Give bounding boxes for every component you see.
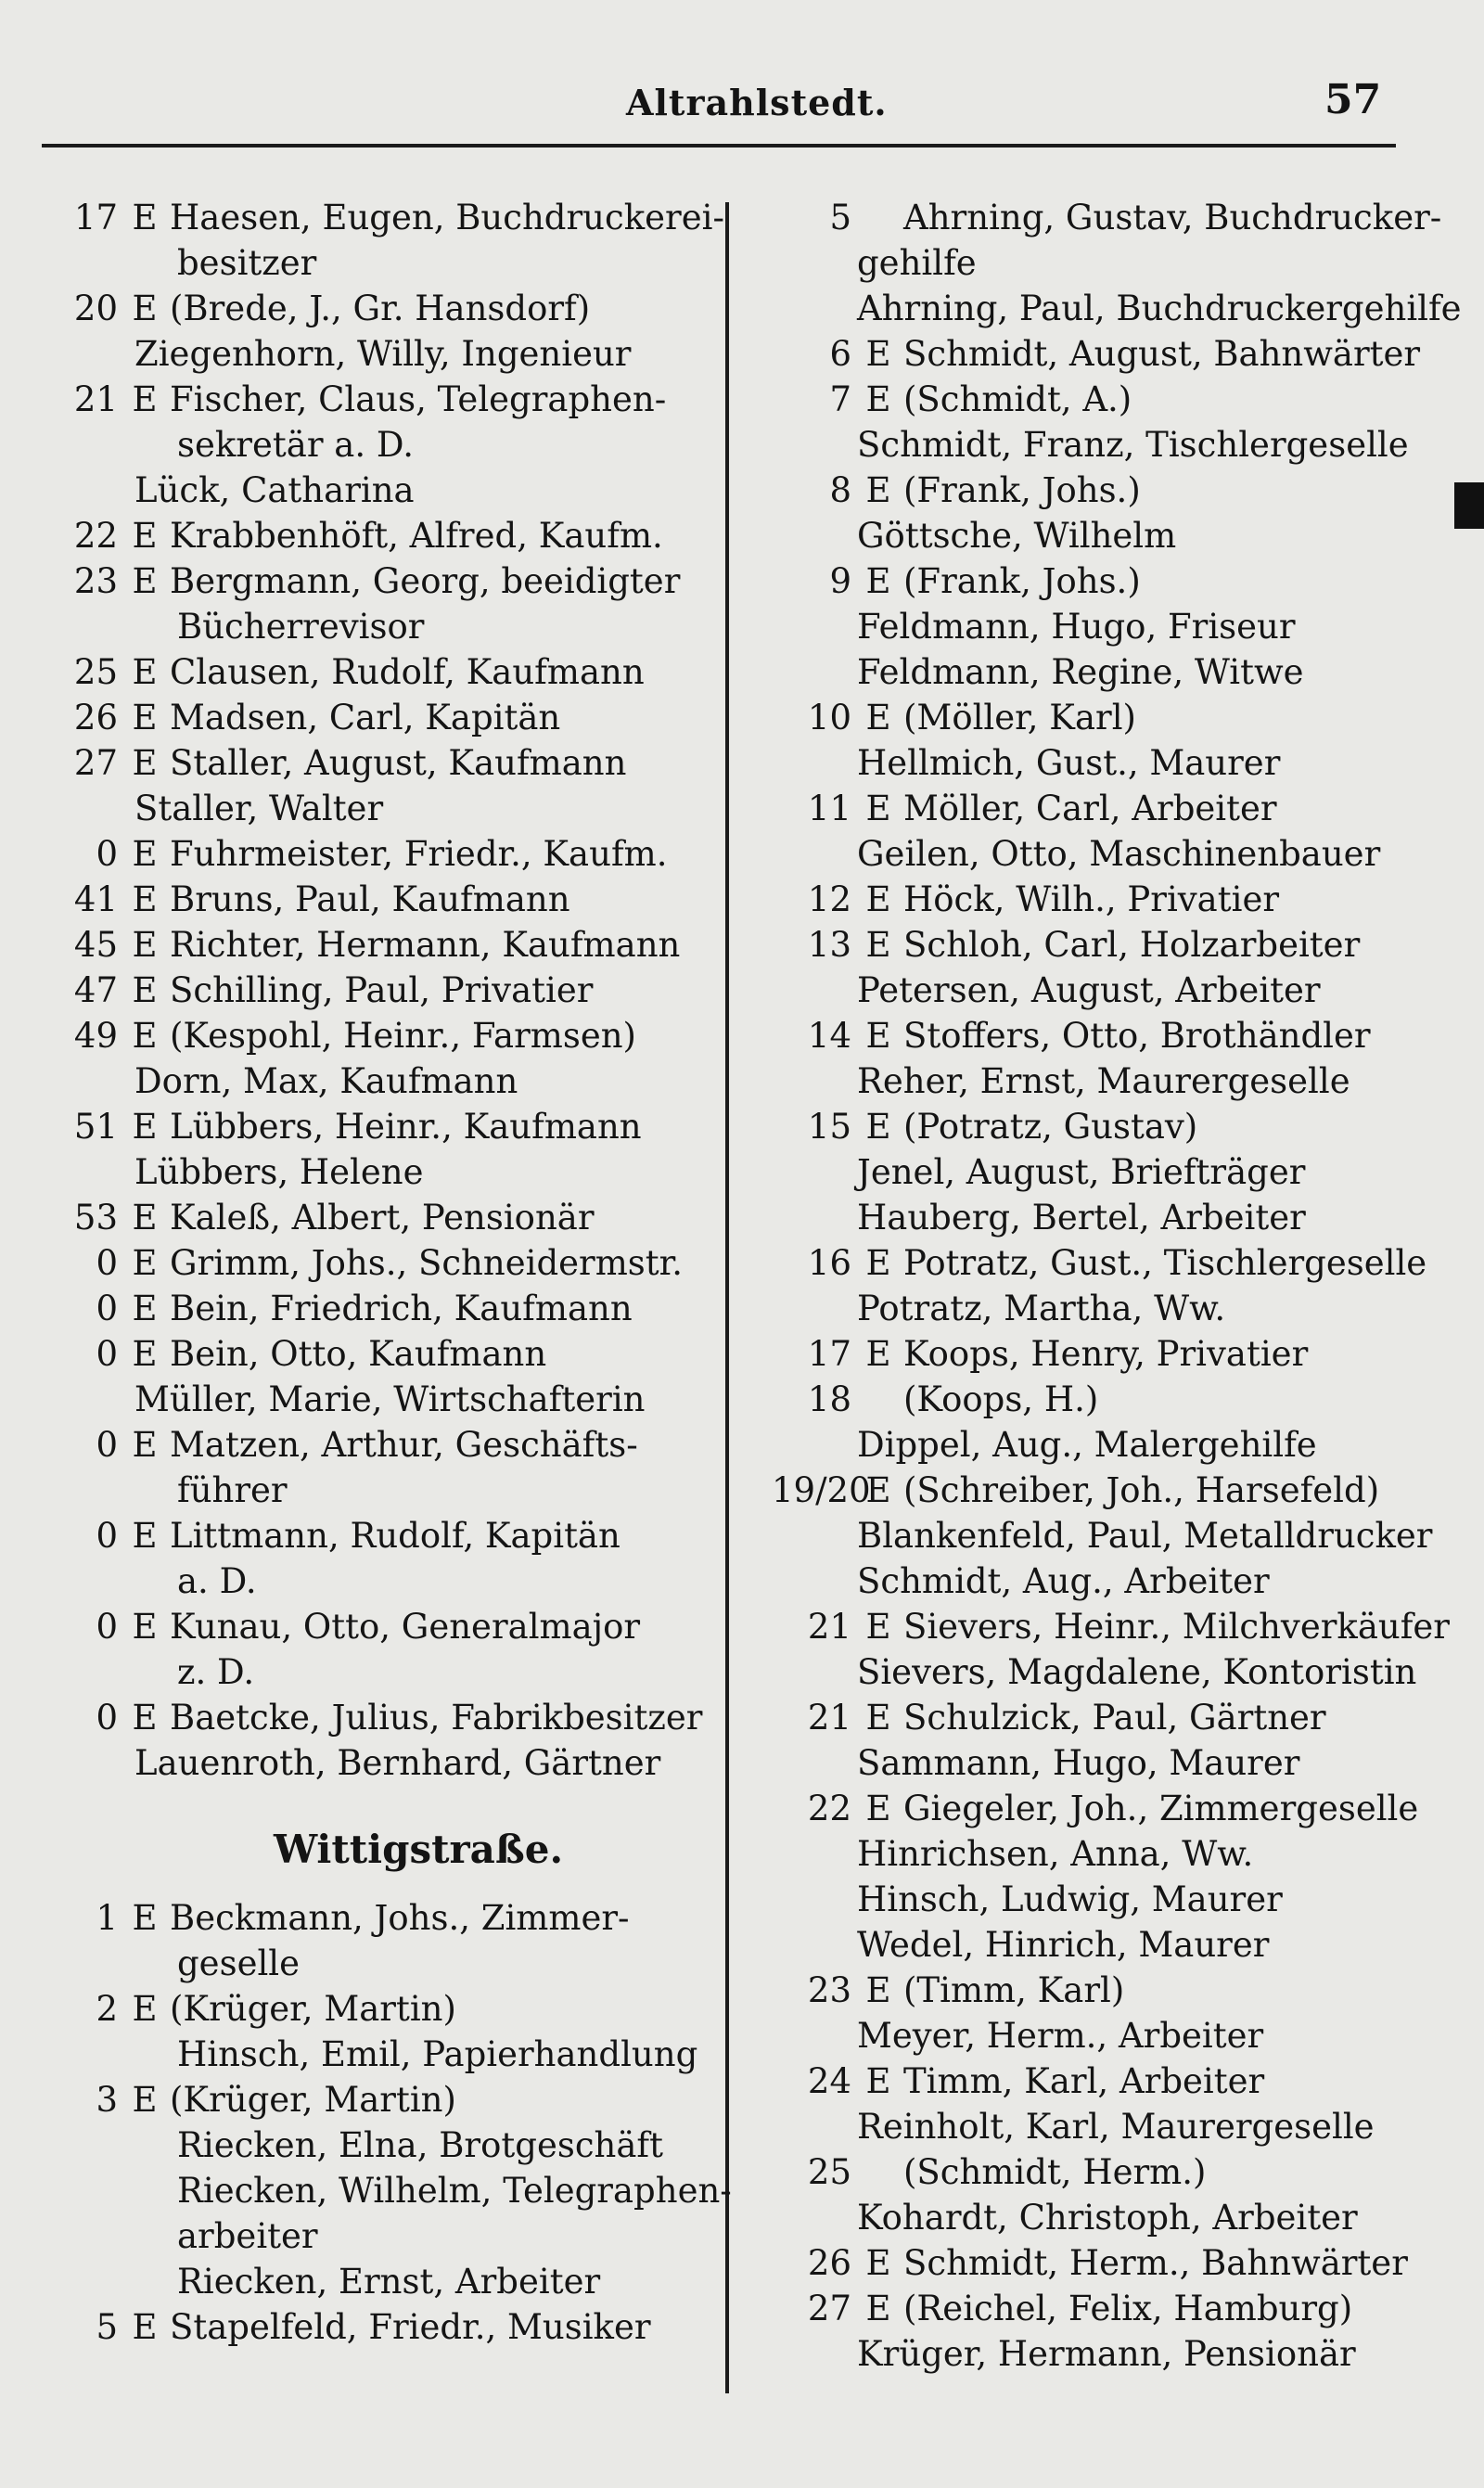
resident-text: (Frank, Johs.) bbox=[903, 470, 1141, 510]
house-number: 20 bbox=[73, 289, 118, 328]
resident-text: geselle bbox=[177, 1943, 301, 1983]
resident-text: Staller, August, Kaufmann bbox=[170, 743, 627, 783]
resident-text: Haesen, Eugen, Buchdruckerei- bbox=[170, 198, 724, 237]
entry-continuation-line bbox=[772, 422, 1439, 468]
entry-line bbox=[772, 1331, 1439, 1377]
house-number: 7 bbox=[829, 379, 851, 419]
entry-continuation-line bbox=[51, 2122, 728, 2168]
resident-text: Dippel, Aug., Malergehilfe bbox=[857, 1425, 1317, 1465]
resident-text: Lück, Catharina bbox=[134, 470, 415, 510]
resident-text: Stoffers, Otto, Brothändler bbox=[903, 1016, 1371, 1056]
resident-text: Lübbers, Helene bbox=[134, 1152, 424, 1192]
entry-continuation-line bbox=[51, 1058, 728, 1104]
house-number: 0 bbox=[96, 1334, 118, 1374]
resident-text: (Schreiber, Joh., Harsefeld) bbox=[903, 1470, 1380, 1510]
owner-flag: E bbox=[132, 1334, 158, 1374]
owner-flag: E bbox=[865, 1607, 891, 1647]
entry-line bbox=[772, 1240, 1439, 1286]
entry-line bbox=[51, 831, 728, 877]
resident-text: gehilfe bbox=[857, 243, 977, 283]
entry-continuation-line bbox=[51, 1468, 728, 1513]
owner-flag: E bbox=[132, 379, 158, 419]
entry-line bbox=[51, 922, 728, 968]
entry-line bbox=[772, 786, 1439, 831]
resident-text: Höck, Wilh., Privatier bbox=[903, 879, 1280, 919]
house-number: 0 bbox=[96, 1243, 118, 1283]
left-column bbox=[51, 195, 732, 2350]
house-number: 24 bbox=[807, 2061, 851, 2101]
owner-flag: E bbox=[132, 1198, 158, 1238]
owner-flag: E bbox=[132, 1516, 158, 1556]
owner-flag: E bbox=[865, 1334, 891, 1374]
running-header-title: Altrahlstedt. bbox=[626, 82, 888, 123]
entry-line bbox=[51, 649, 728, 695]
house-number: 9 bbox=[829, 561, 851, 601]
house-number: 26 bbox=[73, 698, 118, 737]
entry-line bbox=[51, 1604, 728, 1649]
owner-flag: E bbox=[132, 743, 158, 783]
entry-line bbox=[772, 377, 1439, 422]
resident-text: Riecken, Elna, Brotgeschäft bbox=[177, 2125, 663, 2165]
house-number: 11 bbox=[807, 789, 851, 828]
entry-line bbox=[51, 1695, 728, 1740]
resident-text: Lübbers, Heinr., Kaufmann bbox=[170, 1107, 642, 1147]
resident-text: Göttsche, Wilhelm bbox=[857, 516, 1177, 556]
resident-text: Schulzick, Paul, Gärtner bbox=[903, 1698, 1326, 1738]
entry-line bbox=[51, 740, 728, 786]
entry-line bbox=[51, 695, 728, 740]
entry-continuation-line bbox=[772, 1195, 1439, 1240]
entry-line bbox=[772, 558, 1439, 604]
entry-line bbox=[51, 377, 728, 422]
resident-text: Schmidt, Herm., Bahnwärter bbox=[903, 2243, 1408, 2283]
house-number: 15 bbox=[807, 1107, 851, 1147]
owner-flag: E bbox=[132, 1243, 158, 1283]
entry-continuation-line bbox=[772, 1740, 1439, 1786]
resident-text: Jenel, August, Briefträger bbox=[857, 1152, 1306, 1192]
resident-text: Schloh, Carl, Holzarbeiter bbox=[903, 925, 1361, 965]
resident-text: Feldmann, Regine, Witwe bbox=[857, 652, 1304, 692]
entry-continuation-line bbox=[51, 468, 728, 513]
owner-flag: E bbox=[865, 561, 891, 601]
house-number: 47 bbox=[73, 970, 118, 1010]
house-number: 21 bbox=[807, 1607, 851, 1647]
resident-text: Meyer, Herm., Arbeiter bbox=[857, 2016, 1264, 2056]
owner-flag: E bbox=[132, 698, 158, 737]
entry-continuation-line bbox=[772, 2331, 1439, 2377]
resident-text: Hinsch, Emil, Papierhandlung bbox=[177, 2034, 698, 2074]
entry-line bbox=[772, 1968, 1439, 2013]
resident-text: Fischer, Claus, Telegraphen- bbox=[170, 379, 667, 419]
house-number: 51 bbox=[73, 1107, 118, 1147]
entry-continuation-line bbox=[772, 1422, 1439, 1468]
resident-text: (Schmidt, A.) bbox=[903, 379, 1132, 419]
owner-flag: E bbox=[132, 2307, 158, 2347]
house-number: 3 bbox=[96, 2080, 118, 2120]
resident-text: Hellmich, Gust., Maurer bbox=[857, 743, 1281, 783]
entry-continuation-line bbox=[772, 604, 1439, 649]
entry-line bbox=[51, 2304, 728, 2350]
resident-text: (Frank, Johs.) bbox=[903, 561, 1141, 601]
entry-line bbox=[772, 1468, 1439, 1513]
resident-text: Hinrichsen, Anna, Ww. bbox=[857, 1834, 1254, 1874]
entry-continuation-line bbox=[772, 1831, 1439, 1877]
resident-text: Müller, Marie, Wirtschafterin bbox=[134, 1379, 646, 1419]
entry-line bbox=[51, 1331, 728, 1377]
house-number: 0 bbox=[96, 1607, 118, 1647]
resident-text: Lauenroth, Bernhard, Gärtner bbox=[134, 1743, 661, 1783]
house-number: 17 bbox=[807, 1334, 851, 1374]
entry-continuation-line bbox=[51, 422, 728, 468]
entry-continuation-line bbox=[772, 1649, 1439, 1695]
entry-continuation-line bbox=[51, 1558, 728, 1604]
owner-flag: E bbox=[132, 1698, 158, 1738]
entry-line bbox=[51, 1986, 728, 2032]
resident-text: Matzen, Arthur, Geschäfts- bbox=[170, 1425, 638, 1465]
entry-line bbox=[51, 558, 728, 604]
owner-flag: E bbox=[132, 1898, 158, 1938]
resident-text: Littmann, Rudolf, Kapitän bbox=[170, 1516, 620, 1556]
house-number: 5 bbox=[829, 198, 851, 237]
owner-flag: E bbox=[132, 1289, 158, 1328]
entry-line bbox=[51, 195, 728, 240]
resident-text: a. D. bbox=[177, 1561, 257, 1601]
resident-text: Giegeler, Joh., Zimmergeselle bbox=[903, 1789, 1419, 1828]
owner-flag: E bbox=[132, 516, 158, 556]
entry-line bbox=[772, 331, 1439, 377]
owner-flag: E bbox=[865, 1107, 891, 1147]
owner-flag: E bbox=[865, 379, 891, 419]
resident-text: Petersen, August, Arbeiter bbox=[857, 970, 1321, 1010]
house-number: 22 bbox=[807, 1789, 851, 1828]
resident-text: Reinholt, Karl, Maurergeselle bbox=[857, 2107, 1375, 2147]
owner-flag: E bbox=[132, 1016, 158, 1056]
entry-line bbox=[772, 2149, 1439, 2195]
resident-text: Wedel, Hinrich, Maurer bbox=[857, 1925, 1270, 1965]
resident-text: Riecken, Wilhelm, Telegraphen- bbox=[177, 2171, 732, 2211]
resident-text: Schmidt, Aug., Arbeiter bbox=[857, 1561, 1270, 1601]
house-number: 22 bbox=[73, 516, 118, 556]
resident-text: Riecken, Ernst, Arbeiter bbox=[177, 2262, 601, 2302]
entry-line bbox=[51, 1104, 728, 1149]
resident-text: Dorn, Max, Kaufmann bbox=[134, 1061, 518, 1101]
entry-line bbox=[772, 1786, 1439, 1831]
house-number: 5 bbox=[96, 2307, 118, 2347]
house-number: 14 bbox=[807, 1016, 851, 1056]
house-number: 53 bbox=[73, 1198, 118, 1238]
owner-flag: E bbox=[865, 1970, 891, 2010]
owner-flag: E bbox=[132, 970, 158, 1010]
resident-text: (Potratz, Gustav) bbox=[903, 1107, 1198, 1147]
owner-flag: E bbox=[865, 470, 891, 510]
resident-text: Grimm, Johs., Schneidermstr. bbox=[170, 1243, 684, 1283]
resident-text: Möller, Carl, Arbeiter bbox=[903, 789, 1277, 828]
resident-text: Feldmann, Hugo, Friseur bbox=[857, 607, 1296, 647]
entry-continuation-line bbox=[772, 740, 1439, 786]
entry-line bbox=[772, 1695, 1439, 1740]
page-number: 57 bbox=[1324, 76, 1382, 123]
owner-flag: E bbox=[865, 2289, 891, 2328]
resident-text: Madsen, Carl, Kapitän bbox=[170, 698, 561, 737]
resident-text: Bein, Friedrich, Kaufmann bbox=[170, 1289, 633, 1328]
house-number: 19/20 bbox=[772, 1470, 871, 1510]
house-number: 25 bbox=[807, 2152, 851, 2192]
house-number: 23 bbox=[73, 561, 118, 601]
house-number: 21 bbox=[73, 379, 118, 419]
resident-text: Baetcke, Julius, Fabrikbesitzer bbox=[170, 1698, 703, 1738]
entry-continuation-line bbox=[772, 1922, 1439, 1968]
resident-text: Beckmann, Johs., Zimmer- bbox=[170, 1898, 630, 1938]
resident-text: Hinsch, Ludwig, Maurer bbox=[857, 1879, 1283, 1919]
entry-line bbox=[51, 1195, 728, 1240]
resident-text: z. D. bbox=[177, 1652, 255, 1692]
resident-text: besitzer bbox=[177, 243, 317, 283]
house-number: 17 bbox=[73, 198, 118, 237]
resident-text: Sammann, Hugo, Maurer bbox=[857, 1743, 1300, 1783]
resident-text: Bruns, Paul, Kaufmann bbox=[170, 879, 570, 919]
resident-text: Schmidt, Franz, Tischlergeselle bbox=[857, 425, 1409, 465]
owner-flag: E bbox=[865, 1789, 891, 1828]
owner-flag: E bbox=[132, 879, 158, 919]
entry-line bbox=[51, 1286, 728, 1331]
owner-flag: E bbox=[865, 1243, 891, 1283]
resident-text: (Krüger, Martin) bbox=[170, 2080, 456, 2120]
resident-text: Ziegenhorn, Willy, Ingenieur bbox=[134, 334, 632, 374]
house-number: 21 bbox=[807, 1698, 851, 1738]
entry-line bbox=[51, 1422, 728, 1468]
entry-continuation-line bbox=[772, 1058, 1439, 1104]
resident-text: Timm, Karl, Arbeiter bbox=[903, 2061, 1265, 2101]
resident-text: Fuhrmeister, Friedr., Kaufm. bbox=[170, 834, 668, 874]
resident-text: Krabbenhöft, Alfred, Kaufm. bbox=[170, 516, 663, 556]
house-number: 2 bbox=[96, 1989, 118, 2029]
entry-continuation-line bbox=[51, 2213, 728, 2259]
house-number: 0 bbox=[96, 1289, 118, 1328]
entry-continuation-line bbox=[772, 2195, 1439, 2240]
resident-text: (Reichel, Felix, Hamburg) bbox=[903, 2289, 1353, 2328]
entry-continuation-line bbox=[51, 1941, 728, 1986]
entry-continuation-line bbox=[772, 2104, 1439, 2149]
owner-flag: E bbox=[132, 2080, 158, 2120]
resident-text: führer bbox=[177, 1470, 288, 1510]
left-entries bbox=[51, 195, 728, 1786]
entry-line bbox=[51, 968, 728, 1013]
entry-line bbox=[772, 1377, 1439, 1422]
entry-continuation-line bbox=[51, 2259, 728, 2304]
entry-line bbox=[772, 1104, 1439, 1149]
entry-continuation-line bbox=[772, 286, 1462, 331]
resident-text: Ahrning, Paul, Buchdruckergehilfe bbox=[857, 289, 1462, 328]
owner-flag: E bbox=[132, 561, 158, 601]
resident-text: Bücherrevisor bbox=[177, 607, 425, 647]
entry-continuation-line bbox=[51, 1377, 728, 1422]
resident-text: Bergmann, Georg, beeidigter bbox=[170, 561, 681, 601]
entry-continuation-line bbox=[772, 1286, 1439, 1331]
entry-line bbox=[51, 1895, 728, 1941]
owner-flag: E bbox=[132, 1425, 158, 1465]
house-number: 25 bbox=[73, 652, 118, 692]
entry-line bbox=[772, 468, 1439, 513]
owner-flag: E bbox=[865, 1470, 891, 1510]
resident-text: Sievers, Heinr., Milchverkäufer bbox=[903, 1607, 1450, 1647]
house-number: 41 bbox=[73, 879, 118, 919]
house-number: 0 bbox=[96, 1516, 118, 1556]
resident-text: Sievers, Magdalene, Kontoristin bbox=[857, 1652, 1417, 1692]
owner-flag: E bbox=[865, 2243, 891, 2283]
entry-line bbox=[51, 286, 728, 331]
entry-line bbox=[772, 1013, 1439, 1058]
entry-continuation-line bbox=[772, 1558, 1439, 1604]
entry-continuation-line bbox=[51, 1149, 728, 1195]
resident-text: Kunau, Otto, Generalmajor bbox=[170, 1607, 641, 1647]
entry-line bbox=[772, 2240, 1439, 2286]
resident-text: Blankenfeld, Paul, Metalldrucker bbox=[857, 1516, 1433, 1556]
resident-text: Stapelfeld, Friedr., Musiker bbox=[170, 2307, 651, 2347]
owner-flag: E bbox=[132, 834, 158, 874]
house-number: 10 bbox=[807, 698, 851, 737]
owner-flag: E bbox=[865, 1016, 891, 1056]
resident-text: (Kespohl, Heinr., Farmsen) bbox=[170, 1016, 636, 1056]
owner-flag: E bbox=[865, 789, 891, 828]
owner-flag: E bbox=[132, 652, 158, 692]
resident-text: (Möller, Karl) bbox=[903, 698, 1136, 737]
header-rule bbox=[42, 144, 1396, 147]
resident-text: (Krüger, Martin) bbox=[170, 1989, 456, 2029]
entry-continuation-line bbox=[772, 2013, 1439, 2058]
edge-thumb-mark bbox=[1454, 482, 1484, 529]
resident-text: Potratz, Martha, Ww. bbox=[857, 1289, 1226, 1328]
entry-continuation-line bbox=[51, 604, 728, 649]
owner-flag: E bbox=[865, 879, 891, 919]
resident-text: Hauberg, Bertel, Arbeiter bbox=[857, 1198, 1306, 1238]
entry-continuation-line bbox=[772, 968, 1439, 1013]
resident-text: Koops, Henry, Privatier bbox=[903, 1334, 1309, 1374]
resident-text: (Koops, H.) bbox=[903, 1379, 1099, 1419]
entry-continuation-line bbox=[772, 513, 1439, 558]
house-number: 18 bbox=[807, 1379, 851, 1419]
resident-text: Schmidt, August, Bahnwärter bbox=[903, 334, 1421, 374]
house-number: 49 bbox=[73, 1016, 118, 1056]
entry-line bbox=[51, 1240, 728, 1286]
entry-line bbox=[51, 1513, 728, 1558]
resident-text: (Schmidt, Herm.) bbox=[903, 2152, 1207, 2192]
entry-continuation-line bbox=[772, 1877, 1439, 1922]
entry-continuation-line bbox=[772, 1149, 1439, 1195]
entry-continuation-line bbox=[772, 649, 1439, 695]
entry-continuation-line bbox=[51, 1649, 728, 1695]
entry-continuation-line bbox=[51, 2032, 728, 2077]
entry-line bbox=[51, 513, 728, 558]
owner-flag: E bbox=[132, 289, 158, 328]
entry-line bbox=[772, 2058, 1439, 2104]
entry-continuation-line bbox=[51, 2168, 732, 2213]
owner-flag: E bbox=[865, 334, 891, 374]
house-number: 1 bbox=[96, 1898, 118, 1938]
house-number: 27 bbox=[73, 743, 118, 783]
house-number: 0 bbox=[96, 834, 118, 874]
house-number: 13 bbox=[807, 925, 851, 965]
resident-text: Krüger, Hermann, Pensionär bbox=[857, 2334, 1356, 2374]
entry-line bbox=[51, 2077, 728, 2122]
house-number: 26 bbox=[807, 2243, 851, 2283]
resident-text: Ahrning, Gustav, Buchdrucker- bbox=[903, 198, 1442, 237]
resident-text: Potratz, Gust., Tischlergeselle bbox=[903, 1243, 1427, 1283]
house-number: 8 bbox=[829, 470, 851, 510]
entry-continuation-line bbox=[51, 331, 728, 377]
owner-flag: E bbox=[132, 1107, 158, 1147]
resident-text: Bein, Otto, Kaufmann bbox=[170, 1334, 547, 1374]
entry-line bbox=[772, 695, 1439, 740]
entry-continuation-line bbox=[51, 1740, 728, 1786]
right-column bbox=[772, 195, 1462, 2377]
resident-text: (Timm, Karl) bbox=[903, 1970, 1125, 2010]
house-number: 12 bbox=[807, 879, 851, 919]
entry-continuation-line bbox=[772, 240, 1439, 286]
entry-continuation-line bbox=[772, 831, 1439, 877]
entry-line bbox=[772, 877, 1439, 922]
resident-text: sekretär a. D. bbox=[177, 425, 414, 465]
owner-flag: E bbox=[132, 1989, 158, 2029]
owner-flag: E bbox=[132, 1607, 158, 1647]
house-number: 6 bbox=[829, 334, 851, 374]
house-number: 23 bbox=[807, 1970, 851, 2010]
entry-line bbox=[772, 1604, 1450, 1649]
house-number: 27 bbox=[807, 2289, 851, 2328]
resident-text: Staller, Walter bbox=[134, 789, 384, 828]
resident-text: arbeiter bbox=[177, 2216, 318, 2256]
house-number: 45 bbox=[73, 925, 118, 965]
resident-text: Richter, Hermann, Kaufmann bbox=[170, 925, 681, 965]
resident-text: Clausen, Rudolf, Kaufmann bbox=[170, 652, 645, 692]
entry-continuation-line bbox=[772, 1513, 1439, 1558]
right-entries bbox=[772, 195, 1462, 2377]
resident-text: (Brede, J., Gr. Hansdorf) bbox=[170, 289, 591, 328]
entry-line bbox=[772, 922, 1439, 968]
street-heading: Wittigstraße. bbox=[274, 1827, 564, 1872]
entry-line bbox=[772, 195, 1442, 240]
entry-continuation-line bbox=[51, 240, 728, 286]
house-number: 16 bbox=[807, 1243, 851, 1283]
entry-line bbox=[51, 1013, 728, 1058]
resident-text: Reher, Ernst, Maurergeselle bbox=[857, 1061, 1350, 1101]
resident-text: Schilling, Paul, Privatier bbox=[170, 970, 594, 1010]
owner-flag: E bbox=[865, 1698, 891, 1738]
owner-flag: E bbox=[865, 2061, 891, 2101]
resident-text: Kohardt, Christoph, Arbeiter bbox=[857, 2198, 1358, 2238]
owner-flag: E bbox=[865, 698, 891, 737]
resident-text: Kaleß, Albert, Pensionär bbox=[170, 1198, 595, 1238]
house-number: 0 bbox=[96, 1698, 118, 1738]
entry-line bbox=[51, 877, 728, 922]
owner-flag: E bbox=[132, 925, 158, 965]
resident-text: Geilen, Otto, Maschinenbauer bbox=[857, 834, 1381, 874]
owner-flag: E bbox=[132, 198, 158, 237]
entry-continuation-line bbox=[51, 786, 728, 831]
house-number: 0 bbox=[96, 1425, 118, 1465]
entry-line bbox=[772, 2286, 1439, 2331]
owner-flag: E bbox=[865, 925, 891, 965]
left-entries-2 bbox=[51, 1895, 732, 2350]
